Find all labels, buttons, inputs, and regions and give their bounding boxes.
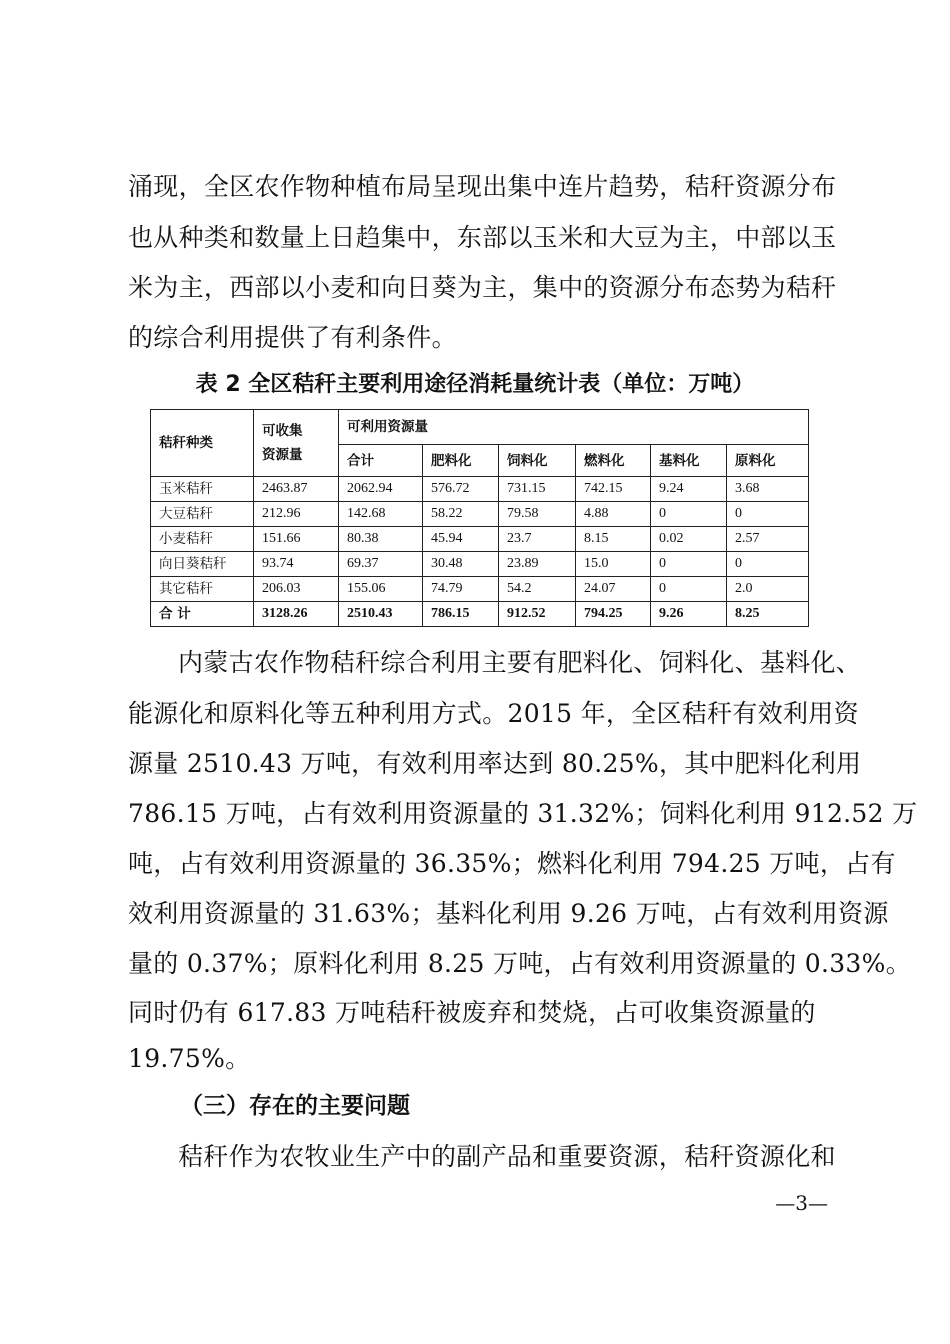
table-cell: 54.2 (499, 577, 576, 602)
row-label: 玉米秸秆 (151, 477, 254, 502)
table-cell: 2.0 (727, 577, 809, 602)
row-label: 向日葵秸秆 (151, 552, 254, 577)
table-cell: 0 (727, 502, 809, 527)
header-straw-type: 秸秆种类 (151, 410, 254, 477)
table-cell: 4.88 (576, 502, 651, 527)
table-cell: 142.68 (339, 502, 423, 527)
table-caption: 表 2 全区秸秆主要利用途径消耗量统计表（单位：万吨） (195, 372, 755, 397)
text-line: 786.15 万吨，占有效利用资源量的 31.32%；饲料化利用 912.52 万 (128, 799, 918, 828)
table-cell: 45.94 (423, 527, 499, 552)
table-cell: 2.57 (727, 527, 809, 552)
text-line: 能源化和原料化等五种利用方式。2015 年，全区秸秆有效利用资 (128, 699, 859, 728)
row-label: 小麦秸秆 (151, 527, 254, 552)
table-cell: 69.37 (339, 552, 423, 577)
text-line: 效利用资源量的 31.63%；基料化利用 9.26 万吨，占有效利用资源 (128, 899, 889, 928)
table-cell: 786.15 (423, 602, 499, 627)
header-total: 合计 (339, 445, 423, 477)
table-cell: 79.58 (499, 502, 576, 527)
table-row (151, 552, 809, 577)
table-cell: 151.66 (254, 527, 339, 552)
table-cell: 3.68 (727, 477, 809, 502)
table-cell: 58.22 (423, 502, 499, 527)
page-number: —3— (775, 1191, 828, 1215)
table-cell: 0.02 (651, 527, 727, 552)
header-raw-material: 原料化 (727, 445, 809, 477)
table-cell: 30.48 (423, 552, 499, 577)
table-cell: 0 (651, 552, 727, 577)
text-line: 的综合利用提供了有利条件。 (128, 323, 457, 352)
header-feed: 饲料化 (499, 445, 576, 477)
text-line: 19.75%。 (128, 1044, 251, 1073)
table-cell: 155.06 (339, 577, 423, 602)
text-line: 源量 2510.43 万吨，有效利用率达到 80.25%，其中肥料化利用 (128, 749, 862, 778)
text-line: 涌现，全区农作物种植布局呈现出集中连片趋势，秸秆资源分布 (128, 172, 837, 201)
section-heading: （三）存在的主要问题 (180, 1093, 410, 1119)
header-fertilizer: 肥料化 (423, 445, 499, 477)
table-row (151, 502, 809, 527)
table-cell: 23.7 (499, 527, 576, 552)
header-substrate: 基料化 (651, 445, 727, 477)
table-row (151, 477, 809, 502)
table-cell: 2463.87 (254, 477, 339, 502)
text-line: 量的 0.37%；原料化利用 8.25 万吨，占有效利用资源量的 0.33%。 (128, 949, 911, 978)
table-header-row (151, 410, 809, 445)
text-line: 也从种类和数量上日趋集中，东部以玉米和大豆为主，中部以玉 (128, 223, 837, 252)
header-usable-group: 可利用资源量 (339, 410, 809, 445)
table-cell: 80.38 (339, 527, 423, 552)
table-cell: 9.26 (651, 602, 727, 627)
table-cell: 2510.43 (339, 602, 423, 627)
table-cell: 0 (727, 552, 809, 577)
table-row (151, 527, 809, 552)
table-cell: 24.07 (576, 577, 651, 602)
table-cell: 212.96 (254, 502, 339, 527)
table-cell: 206.03 (254, 577, 339, 602)
row-label: 其它秸秆 (151, 577, 254, 602)
row-label: 合 计 (151, 602, 254, 627)
table-cell: 23.89 (499, 552, 576, 577)
text-line: 米为主，西部以小麦和向日葵为主，集中的资源分布态势为秸秆 (128, 273, 837, 302)
row-label: 大豆秸秆 (151, 502, 254, 527)
table-cell: 8.15 (576, 527, 651, 552)
table-cell: 731.15 (499, 477, 576, 502)
table-cell: 15.0 (576, 552, 651, 577)
table-cell: 2062.94 (339, 477, 423, 502)
table-cell: 742.15 (576, 477, 651, 502)
table-cell: 912.52 (499, 602, 576, 627)
text-line: 秸秆作为农牧业生产中的副产品和重要资源，秸秆资源化和 (178, 1142, 836, 1171)
table-cell: 576.72 (423, 477, 499, 502)
table-cell: 9.24 (651, 477, 727, 502)
table-cell: 74.79 (423, 577, 499, 602)
table-total-row (151, 602, 809, 627)
header-fuel: 燃料化 (576, 445, 651, 477)
table-cell: 794.25 (576, 602, 651, 627)
table-cell: 0 (651, 502, 727, 527)
table-cell: 93.74 (254, 552, 339, 577)
table-row (151, 577, 809, 602)
table-cell: 8.25 (727, 602, 809, 627)
text-line: 同时仍有 617.83 万吨秸秆被废弃和焚烧，占可收集资源量的 (128, 998, 816, 1027)
text-line: 内蒙古农作物秸秆综合利用主要有肥料化、饲料化、基料化、 (178, 648, 862, 677)
header-collectable-line1: 可收集 (262, 423, 303, 439)
header-collectable-line2: 资源量 (262, 447, 303, 463)
text-line: 吨，占有效利用资源量的 36.35%；燃料化利用 794.25 万吨，占有 (128, 849, 896, 878)
table-cell: 0 (651, 577, 727, 602)
header-collectable (254, 410, 339, 477)
table-cell: 3128.26 (254, 602, 339, 627)
straw-usage-table (150, 409, 809, 627)
